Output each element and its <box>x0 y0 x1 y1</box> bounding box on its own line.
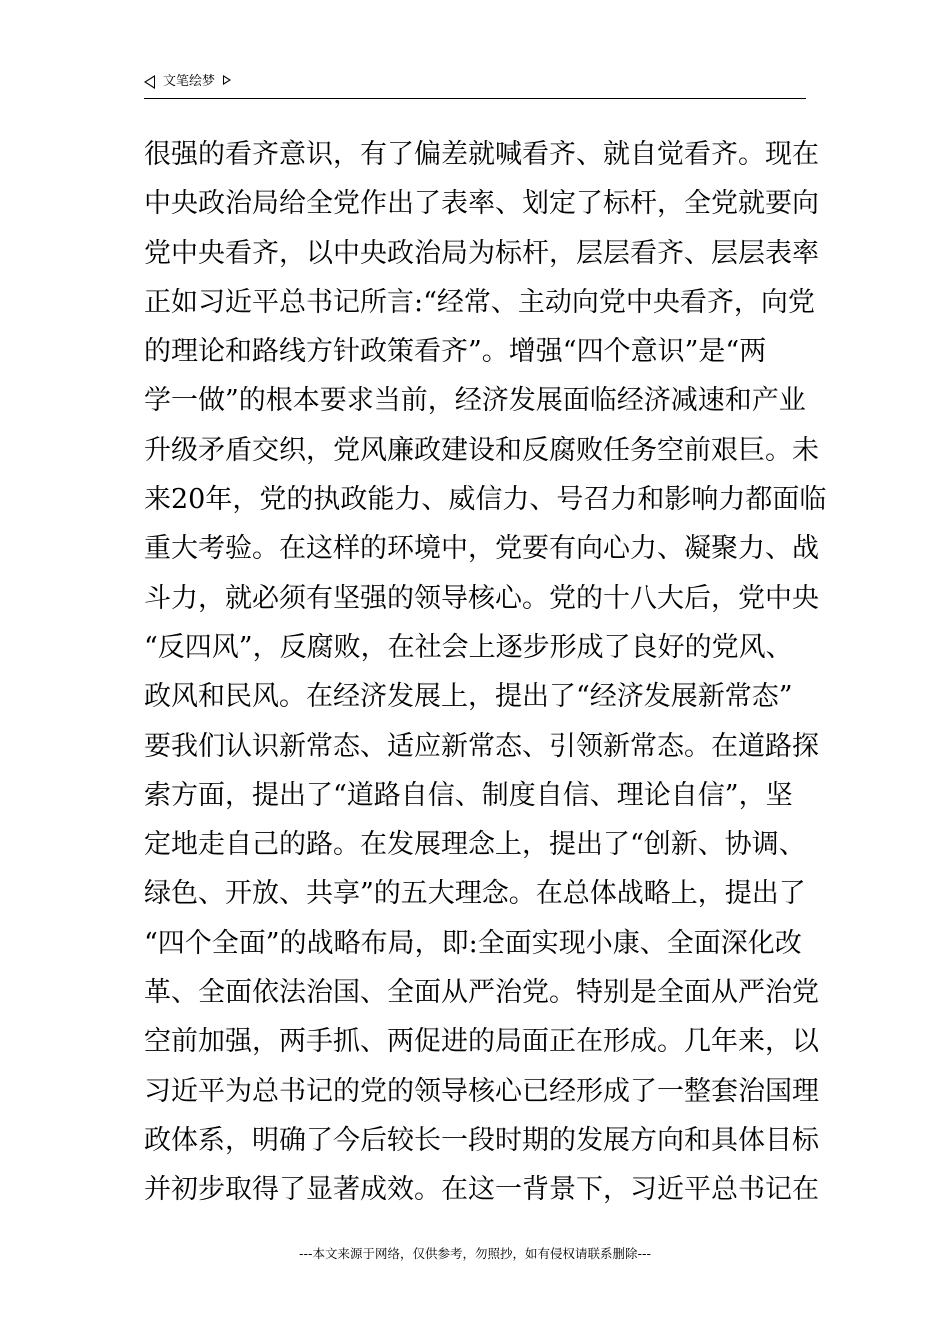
text-line: 党中央看齐，以中央政治局为标杆，层层看齐、层层表率 <box>144 237 819 269</box>
triangle-left-icon <box>144 75 155 89</box>
text-line: 习近平为总书记的党的领导核心已经形成了一整套治国理 <box>144 1075 819 1107</box>
document-body <box>144 130 827 1215</box>
triangle-right-icon <box>223 75 231 85</box>
text-line: 绿色、开放、共享”的五大理念。在总体战略上，提出了 <box>144 878 806 910</box>
text-line: 来20年，党的执政能力、威信力、号召力和影响力都面临 <box>144 484 827 516</box>
text-line: 很强的看齐意识，有了偏差就喊看齐、就自觉看齐。现在 <box>144 139 819 170</box>
text-line: 要我们认识新常态、适应新常态、引领新常态。在道路探 <box>144 730 819 762</box>
text-line: 索方面，提出了“道路自信、制度自信、理论自信”，坚 <box>144 779 793 811</box>
text-line: 定地走自己的路。在发展理念上，提出了“创新、协调、 <box>144 829 806 861</box>
text-line: “四个全面”的战略布局，即:全面实现小康、全面深化改 <box>144 927 802 959</box>
text-line: 并初步取得了显著成效。在这一背景下，习近平总书记在 <box>144 1174 819 1206</box>
text-line: 空前加强，两手抓、两促进的局面正在形成。几年来，以 <box>144 1026 819 1058</box>
page-footer-disclaimer: ---本文来源于网络，仅供参考，勿照抄，如有侵权请联系删除--- <box>298 1246 652 1261</box>
text-line: 学一做”的根本要求当前，经济发展面临经济减速和产业 <box>144 385 806 417</box>
text-line: 中央政治局给全党作出了表率、划定了标杆，全党就要向 <box>144 188 819 220</box>
header-brand <box>144 74 231 90</box>
text-line: 的理论和路线方针政策看齐”。增强“四个意识”是“两 <box>144 336 767 368</box>
text-line: 革、全面依法治国、全面从严治党。特别是全面从严治党 <box>144 977 819 1009</box>
text-line: “反四风”，反腐败，在社会上逐步形成了良好的党风、 <box>144 631 793 663</box>
text-line: 正如习近平总书记所言:“经常、主动向党中央看齐，向党 <box>144 286 815 318</box>
text-line: 升级矛盾交织，党风廉政建设和反腐败任务空前艰巨。未 <box>144 434 819 466</box>
header-title: 文笔绘梦 <box>163 74 216 89</box>
text-line: 政体系，明确了今后较长一段时期的发展方向和具体目标 <box>144 1124 819 1156</box>
text-line: 斗力，就必须有坚强的领导核心。党的十八大后，党中央 <box>144 582 819 614</box>
text-line: 政风和民风。在经济发展上，提出了“经济发展新常态” <box>144 681 793 713</box>
page-header <box>144 70 806 99</box>
text-line: 重大考验。在这样的环境中，党要有向心力、凝聚力、战 <box>144 533 819 565</box>
